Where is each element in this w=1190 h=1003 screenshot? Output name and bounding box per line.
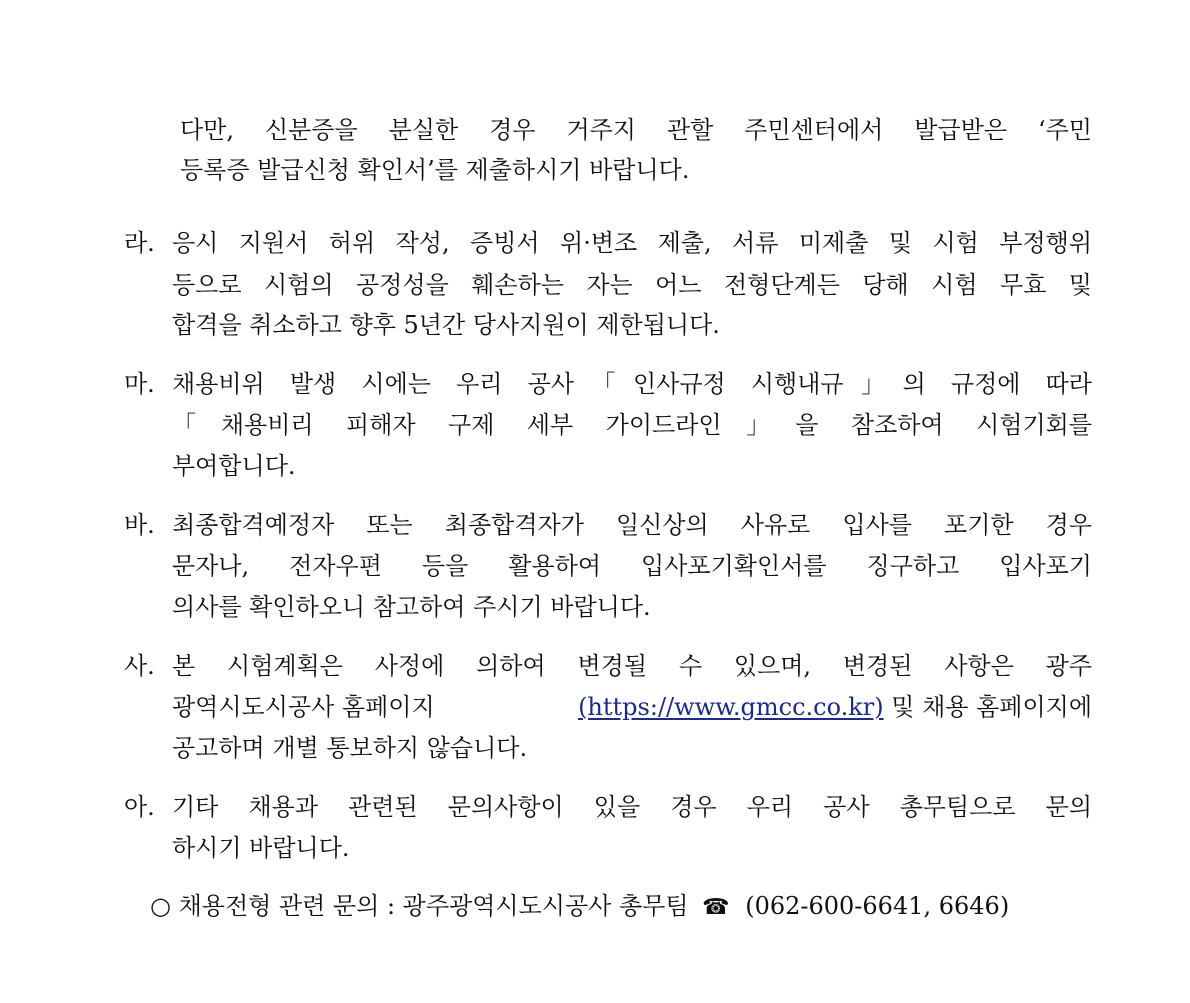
homepage-link[interactable]: (https://www.gmcc.co.kr) (578, 693, 884, 721)
item-ma-line-1: 채용비위 발생 시에는 우리 공사「인사규정 시행내규」의 규정에 따라 (172, 370, 1092, 398)
item-ra-line-2: 등으로 시험의 공정성을 훼손하는 자는 어느 전형단계든 당해 시험 무효 및 (172, 271, 1092, 299)
item-sa-line-2-after: 및 채용 홈페이지에 (883, 693, 1092, 721)
item-sa-line-1: 본 시험계획은 사정에 의하여 변경될 수 있으며, 변경된 사항은 광주 (172, 652, 1092, 680)
item-a-line-1: 기타 채용과 관련된 문의사항이 있을 경우 우리 공사 총무팀으로 문의 (172, 793, 1092, 821)
telephone-icon: ☎ (702, 895, 730, 920)
contact-bullet: ○ (150, 892, 171, 920)
item-a-marker: 아. (124, 793, 155, 821)
item-ba-line-3: 의사를 확인하오니 참고하여 주시기 바랍니다. (172, 593, 651, 621)
item-sa-marker: 사. (124, 652, 155, 680)
item-a-line-2: 하시기 바랍니다. (172, 834, 350, 862)
contact-line (150, 890, 1009, 924)
contact-phone: (062-600-6641, 6646) (745, 892, 1010, 920)
item-ba-line-2: 문자나, 전자우편 등을 활용하여 입사포기확인서를 징구하고 입사포기 (172, 552, 1092, 580)
item-ra-line-3: 합격을 취소하고 향후 5년간 당사지원이 제한됩니다. (172, 311, 720, 339)
item-ra-marker: 라. (124, 229, 155, 257)
item-sa-line-2-tail (578, 692, 1092, 722)
intro-line-1: 다만, 신분증을 분실한 경우 거주지 관할 주민센터에서 발급받은 ‘주민 (180, 116, 1092, 144)
intro-line-2: 등록증 발급신청 확인서’를 제출하시기 바랍니다. (180, 156, 690, 184)
item-sa-line-2-before: 광역시도시공사 홈페이지 (172, 693, 435, 721)
item-ra-line-1: 응시 지원서 허위 작성, 증빙서 위·변조 제출, 서류 미제출 및 시험 부정행위 (172, 229, 1092, 257)
item-sa-line-2 (172, 692, 1092, 722)
item-ma-line-2: 「채용비리 피해자 구제 세부 가이드라인」을 참조하여 시험기회를 (172, 411, 1092, 439)
item-ba-line-1: 최종합격예정자 또는 최종합격자가 일신상의 사유로 입사를 포기한 경우 (172, 511, 1092, 539)
contact-label: 채용전형 관련 문의 : 광주광역시도시공사 총무팀 (178, 892, 689, 920)
item-sa-line-3: 공고하며 개별 통보하지 않습니다. (172, 734, 528, 762)
item-ba-marker: 바. (124, 511, 155, 539)
item-ma-line-3: 부여합니다. (172, 452, 296, 480)
item-ma-marker: 마. (124, 370, 155, 398)
